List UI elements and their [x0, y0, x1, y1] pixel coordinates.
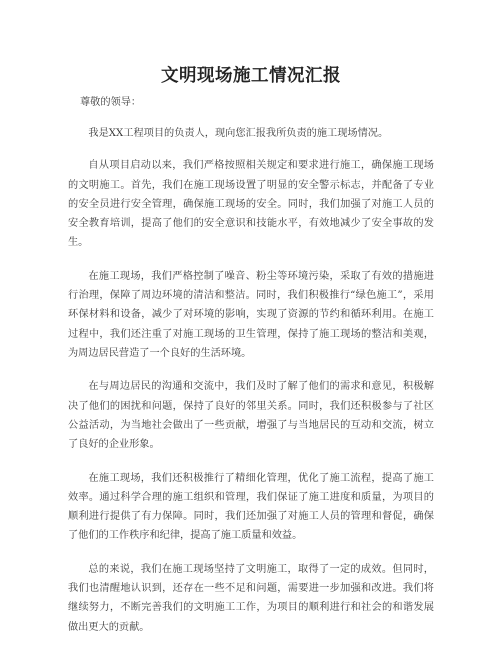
paragraph-environment: 在施工现场，我们严格控制了噪音、粉尘等环境污染，采取了有效的措施进行治理，保障了周边环境的清洁和整洁。同时，我们积极推行“绿色施工”，采用环保材料和设备，减少了对环境的影响，实现了资源的节约和循环利用。在施工过程中，我们还注重了对施工现场的卫生管理，保持了施工现场的整洁和美观，为周边居民营造了一个良好的生活环境。	[68, 270, 434, 359]
paragraph-safety: 自从项目启动以来，我们严格按照相关规定和要求进行施工，确保施工现场的文明施工。首先，我们在施工现场设置了明显的安全警示标志，并配备了专业的安全员进行安全管理，确保施工现场的安全。同时，我们加强了对施工人员的安全教育培训，提高了他们的安全意识和技能水平，有效地减少了安全事故的发生。	[68, 160, 434, 249]
paragraph-intro: 我是XX工程项目的负责人，现向您汇报我所负责的施工现场情况。	[88, 128, 389, 140]
paragraph-community: 在与周边居民的沟通和交流中，我们及时了解了他们的需求和意见，积极解决了他们的困扰和问题，保持了良好的邻里关系。同时，我们还积极参与了社区公益活动，为当地社会做出了一些贡献，增强了与当地居民的互动和交流，树立了良好的企业形象。	[68, 381, 434, 451]
greeting-line: 尊敬的领导：	[80, 97, 142, 108]
document-title: 文明现场施工情况汇报	[161, 66, 341, 86]
paragraph-management: 在施工现场，我们还积极推行了精细化管理，优化了施工流程，提高了施工效率。通过科学合理的施工组织和管理，我们保证了施工进度和质量，为项目的顺利进行提供了有力保障。同时，我们还加强了对施工人员的管理和督促，确保了他们的工作秩序和纪律，提高了施工质量和效益。	[68, 472, 434, 542]
paragraph-summary: 总的来说，我们在施工现场坚持了文明施工，取得了一定的成效。但同时，我们也清醒地认识到，还存在一些不足和问题，需要进一步加强和改进。我们将继续努力，不断完善我们的文明施工工作，为项目的顺利进行和社会的和谐发展做出更大的贡献。	[68, 564, 434, 633]
document-body	[68, 93, 434, 651]
